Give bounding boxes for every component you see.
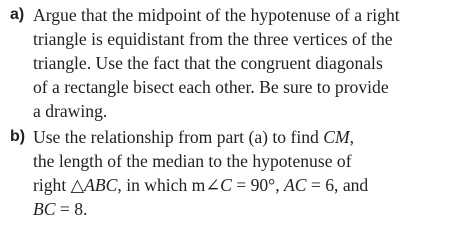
- part-b-line-4: [33, 197, 87, 221]
- ac-variable: AC: [284, 175, 307, 195]
- part-b-line-3: [33, 173, 368, 197]
- part-b-line-3-pre: right: [33, 175, 71, 195]
- part-b-line-1: [33, 125, 354, 149]
- part-b-line-1-text: Use the relationship from part (a) to find: [33, 127, 324, 147]
- part-a-line-2: triangle is equidistant from the three vertices of the: [33, 29, 393, 49]
- ac-equation: = 6, and: [306, 175, 369, 195]
- part-b-line-1-end: ,: [349, 127, 355, 147]
- part-a-line-4: of a rectangle bisect each other. Be sure to provide: [33, 77, 389, 97]
- part-b-line-2: the length of the median to the hypotenuse of: [33, 151, 352, 171]
- bc-equation: = 8.: [55, 199, 88, 219]
- part-a-line-3: triangle. Use the fact that the congruent diagonals: [33, 53, 383, 73]
- part-a-line-5: a drawing.: [33, 101, 108, 121]
- part-a-label: a): [10, 6, 25, 23]
- angle-c-variable: C: [220, 175, 232, 195]
- part-b-line-3-mid: , in which m∠: [117, 175, 221, 195]
- cm-variable: CM: [323, 127, 350, 147]
- part-b-label: b): [10, 128, 26, 145]
- angle-equation: = 90°,: [231, 175, 285, 195]
- bc-variable: BC: [33, 199, 56, 219]
- triangle-abc: △ABC: [70, 175, 118, 195]
- part-a-line-1: Argue that the midpoint of the hypotenuse of a right: [33, 5, 400, 25]
